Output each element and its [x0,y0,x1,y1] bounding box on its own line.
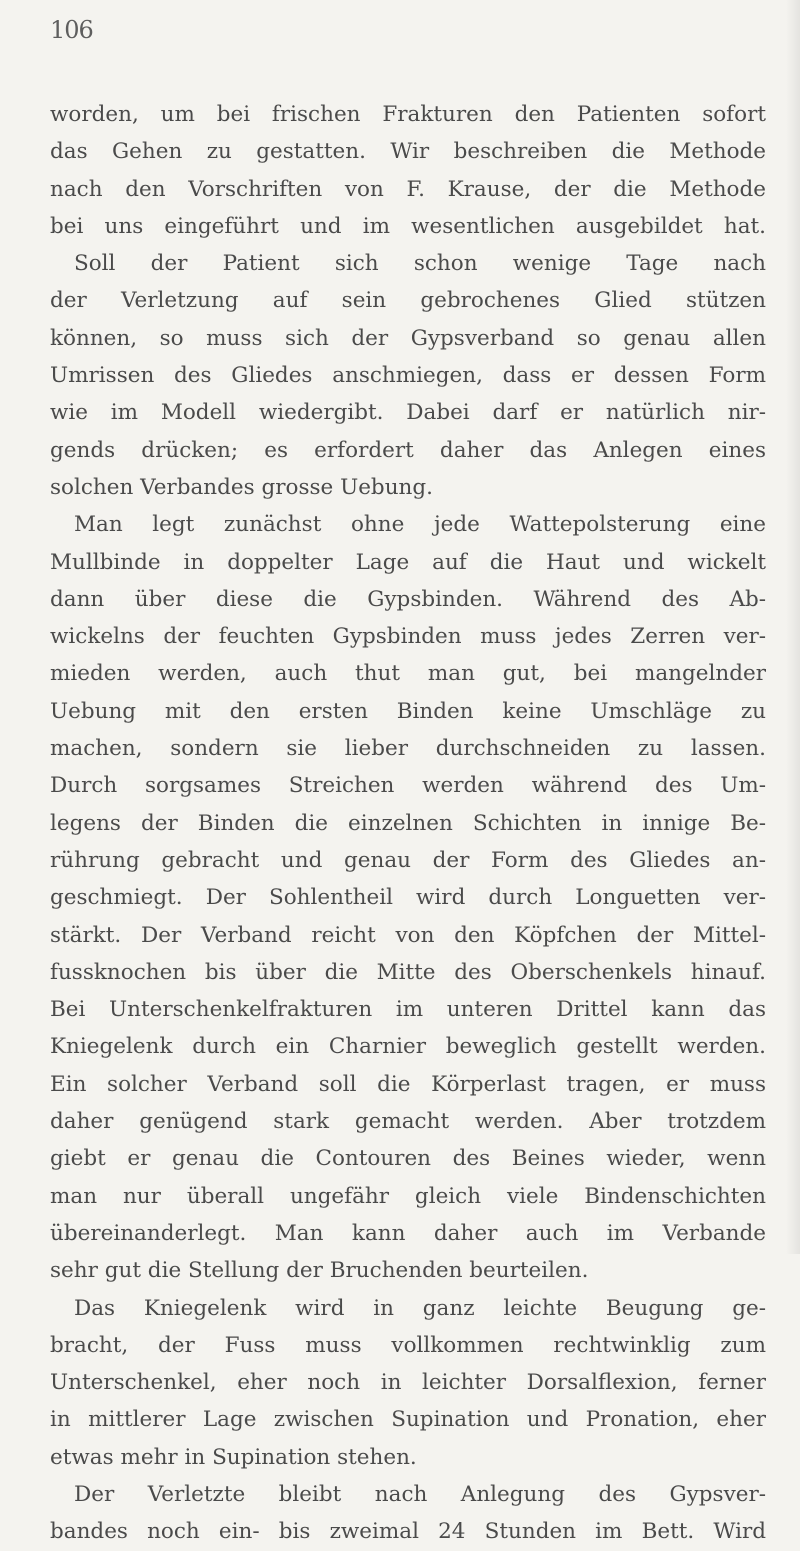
text-line: Das Kniegelenk wird in ganz leichte Beugung ge- [74,1295,766,1321]
text-line: bandes noch ein- bis zweimal 24 Stunden im Bett. Wird [50,1519,766,1545]
text-line: das Gehen zu gestatten. Wir beschreiben die Methode [50,139,766,165]
text-line: bei uns eingeführt und im wesentlichen ausgebildet hat. [50,213,766,239]
text-line: etwas mehr in Supination stehen. [50,1444,417,1470]
text-line: dann über diese die Gypsbinden. Während des Ab- [50,586,766,612]
text-line: Man legt zunächst ohne jede Wattepolsterung eine [74,512,766,538]
text-line: Der Verletzte bleibt nach Anlegung des Gypsver- [74,1481,766,1507]
text-line: man nur überall ungefähr gleich viele Bindenschichten [50,1183,766,1209]
text-line: wickelns der feuchten Gypsbinden muss jedes Zerren ver- [50,624,766,650]
text-line: solchen Verbandes grosse Uebung. [50,474,433,500]
text-line: fussknochen bis über die Mitte des Oberschenkels hinauf. [50,959,766,985]
text-line: stärkt. Der Verband reicht von den Köpfchen der Mittel- [50,922,766,948]
text-line: der Verletzung auf sein gebrochenes Glied stützen [50,288,766,314]
text-line: legens der Binden die einzelnen Schichten in innige Be- [50,810,766,836]
text-line: worden, um bei frischen Frakturen den Patienten sofort [50,102,766,127]
text-line: Bei Unterschenkelfrakturen im unteren Drittel kann das [50,997,766,1023]
text-line: giebt er genau die Contouren des Beines wieder, wenn [50,1146,766,1172]
text-line: Uebung mit den ersten Binden keine Umschläge zu [50,698,766,724]
text-line: gends drücken; es erfordert daher das Anlegen eines [50,437,766,463]
text-line: rührung gebracht und genau der Form des Gliedes an- [50,847,766,873]
page-edge-shadow [786,0,800,1254]
text-line: können, so muss sich der Gypsverband so genau allen [50,325,766,351]
text-line: machen, sondern sie lieber durchschneiden zu lassen. [50,736,766,762]
page-number: 106 [50,16,93,44]
text-line: wie im Modell wiedergibt. Dabei darf er natürlich nir- [50,400,766,426]
text-line: nach den Vorschriften von F. Krause, der die Methode [50,176,766,202]
text-line: Soll der Patient sich schon wenige Tage nach [74,251,766,277]
text-line: daher genügend stark gemacht werden. Aber trotzdem [50,1109,766,1135]
text-line: Durch sorgsames Streichen werden während des Um- [50,773,766,799]
text-line: geschmiegt. Der Sohlentheil wird durch Longuetten ver- [50,885,766,911]
text-line: Mullbinde in doppelter Lage auf die Haut und wickelt [50,549,766,575]
text-line: übereinanderlegt. Man kann daher auch im Verbande [50,1220,766,1246]
text-line: Ein solcher Verband soll die Körperlast tragen, er muss [50,1071,766,1097]
text-line: bracht, der Fuss muss vollkommen rechtwinklig zum [50,1332,766,1358]
text-line: Unterschenkel, eher noch in leichter Dorsalflexion, ferner [50,1370,766,1396]
text-line: Umrissen des Gliedes anschmiegen, dass er dessen Form [50,363,766,389]
text-line: Kniegelenk durch ein Charnier beweglich gestellt werden. [50,1034,766,1060]
text-body [50,96,766,1551]
text-line: in mittlerer Lage zwischen Supination und Pronation, eher [50,1407,766,1433]
text-line: sehr gut die Stellung der Bruchenden beurteilen. [50,1258,589,1284]
text-line: mieden werden, auch thut man gut, bei mangelnder [50,661,766,687]
